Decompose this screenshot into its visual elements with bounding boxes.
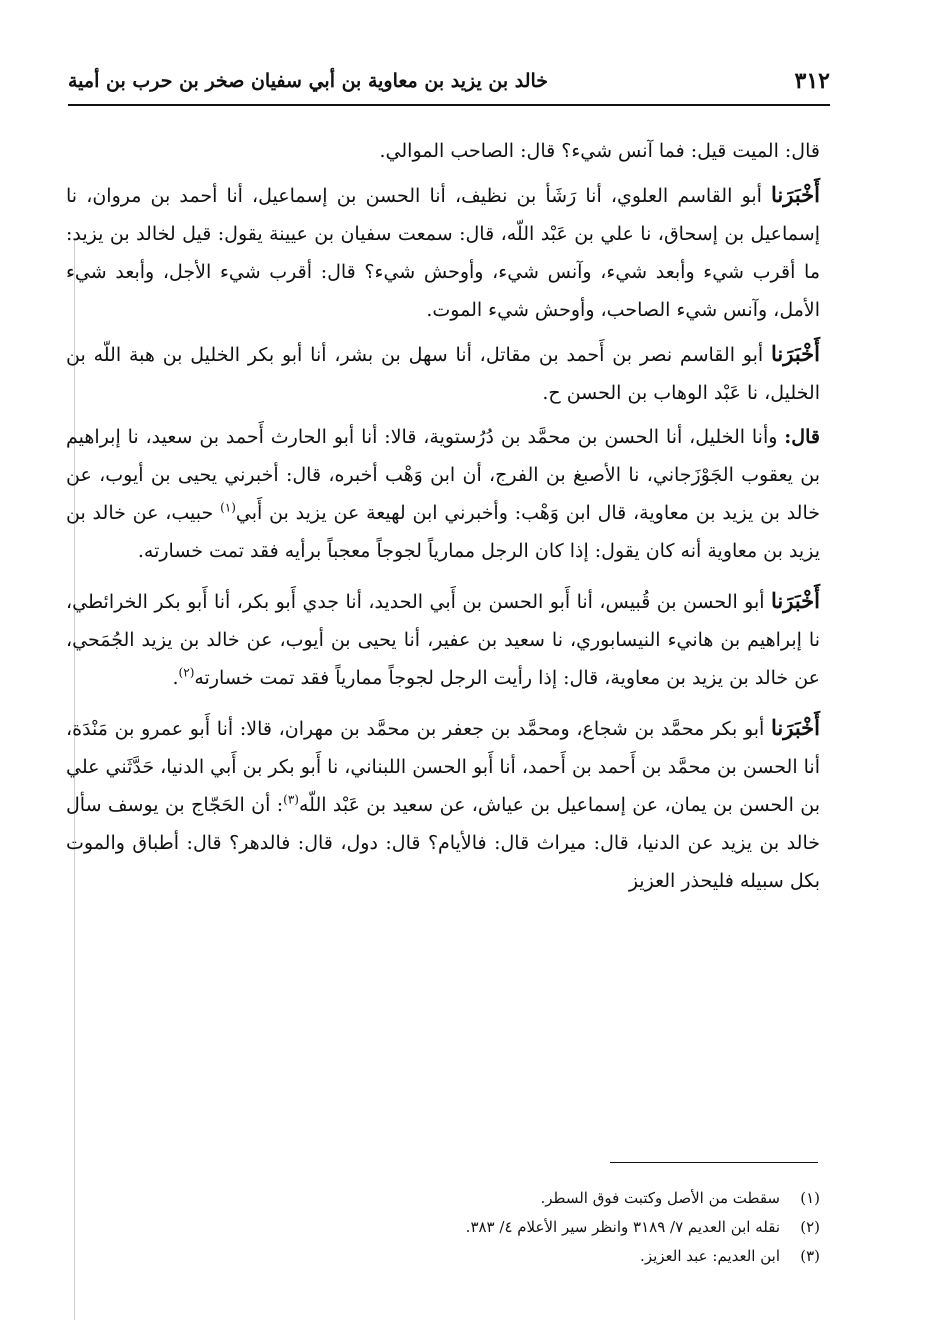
running-title: خالد بن يزيد بن معاوية بن أبي سفيان صخر بن حرب بن أمية xyxy=(68,70,549,92)
main-text xyxy=(66,132,820,906)
paragraph-3 xyxy=(66,335,820,412)
paragraph-text: أبو بكر محمَّد بن شجاع، ومحمَّد بن جعفر بن محمَّد بن مهران، قالا: أنا أَبو عمرو بن مَنْدَة، أنا الحسن بن محمَّد بن أَحمد بن أَحمد، أنا أَبو الحسن اللبناني، نا أَبو بكر بن أَبي الدنيا، حَدَّثَني علي بن الحسن بن يمان، عن إسماعيل بن عياش، عن سعيد بن عَبْد اللّه xyxy=(66,718,820,816)
footnote-number: (٢) xyxy=(800,1218,820,1236)
header-rule xyxy=(68,104,830,106)
paragraph-text: أبو القاسم العلوي، أنا رَشَأ بن نظيف، أنا الحسن بن إسماعيل، أنا أحمد بن مروان، نا إسماعيل بن إسحاق، نا علي بن عَبْد اللّه، قال: سمعت سفيان بن عيينة يقول: قيل لخالد بن يزيد: ما أقرب شيء وأبعد شيء، وآنس شيء، وأوحش شيء؟ قال: أقرب شيء الأجل، وأبعد شيء الأمل، وآنس شيء الصاحب، وأوحش شيء الموت. xyxy=(66,185,820,321)
footnote-text: ابن العديم: عبد العزيز. xyxy=(640,1247,780,1265)
footnote-3 xyxy=(66,1242,820,1271)
paragraph-text: : أن الحَجّاج بن يوسف سأل خالد بن يزيد عن الدنيا، قال: ميراث قال: فالأيام؟ قال: دول، قال: فالدهر؟ قال: أطباق والموت بكل سبيله فليحذر العزيز xyxy=(66,794,820,892)
paragraph-lead: قال: xyxy=(784,426,820,448)
footnotes xyxy=(66,1184,820,1271)
footnote-ref-3[interactable]: (٣) xyxy=(283,792,299,807)
paragraph-5 xyxy=(66,582,820,697)
footnote-ref-2[interactable]: (٢) xyxy=(178,665,195,680)
page-number: ٣١٢ xyxy=(794,68,830,94)
footnote-text: سقطت من الأصل وكتبت فوق السطر. xyxy=(540,1189,780,1207)
paragraph-lead: أَخْبَرَنا xyxy=(771,341,820,366)
paragraph-lead: أَخْبَرَنا xyxy=(771,715,820,740)
paragraph-text: . xyxy=(172,667,179,689)
page-header xyxy=(68,62,830,102)
paragraph-1 xyxy=(66,132,820,170)
paragraph-lead: أَخْبَرَنا xyxy=(771,588,820,613)
paragraph-text: قال: الميت قيل: فما آنس شيء؟ قال: الصاحب الموالي. xyxy=(379,140,820,162)
paragraph-text: أبو الحسن بن قُبيس، أنا أَبو الحسن بن أَبي الحديد، أنا جدي أَبو بكر، أنا أَبو بكر الخرائطي، نا إبراهيم بن هانيء النيسابوري، نا سعيد بن عفير، أنا يحيى بن أيوب، عن خالد بن يزيد الجُمَحي، عن خالد بن يزيد بن معاوية، قال: إذا رأيت الرجل لجوجاً ممارياً فقد تمت خسارته xyxy=(66,591,820,689)
footnote-number: (٣) xyxy=(800,1247,820,1265)
footnote-text: نقله ابن العديم ٧/ ٣١٨٩ وانظر سير الأعلام ٤/ ٣٨٣. xyxy=(465,1218,780,1236)
footnote-2 xyxy=(66,1213,820,1242)
paragraph-4 xyxy=(66,418,820,570)
footnote-1 xyxy=(66,1184,820,1213)
footnote-ref-1[interactable]: (١) xyxy=(220,500,236,515)
paragraph-lead: أَخْبَرَنا xyxy=(771,182,820,207)
paragraph-text: وأنا الخليل، أنا الحسن بن محمَّد بن دُرُستوية، قالا: أنا أبو الحارث أَحمد بن سعيد، نا إبراهيم بن يعقوب الجَوْزَجاني، نا الأصبغ بن الفرج، أن ابن وَهْب أخبره، قال: أخبرني يحيى بن أيوب، عن خالد بن يزيد بن معاوية، قال ابن وَهْب: وأخبرني ابن لهيعة عن يزيد بن أَبي xyxy=(66,426,820,524)
paragraph-text: أبو القاسم نصر بن أَحمد بن مقاتل، أنا سهل بن بشر، أنا أبو بكر الخليل بن هبة اللّه بن الخليل، نا عَبْد الوهاب بن الحسن ح. xyxy=(66,344,820,404)
paragraph-text: حبيب، عن خالد بن يزيد بن معاوية أنه كان يقول: إذا كان الرجل ممارياً لجوجاً معجباً برأيه فقد تمت خسارته. xyxy=(66,502,820,562)
footnote-number: (١) xyxy=(800,1189,820,1207)
paragraph-6 xyxy=(66,709,820,900)
footnote-rule xyxy=(610,1162,818,1163)
paragraph-2 xyxy=(66,176,820,329)
